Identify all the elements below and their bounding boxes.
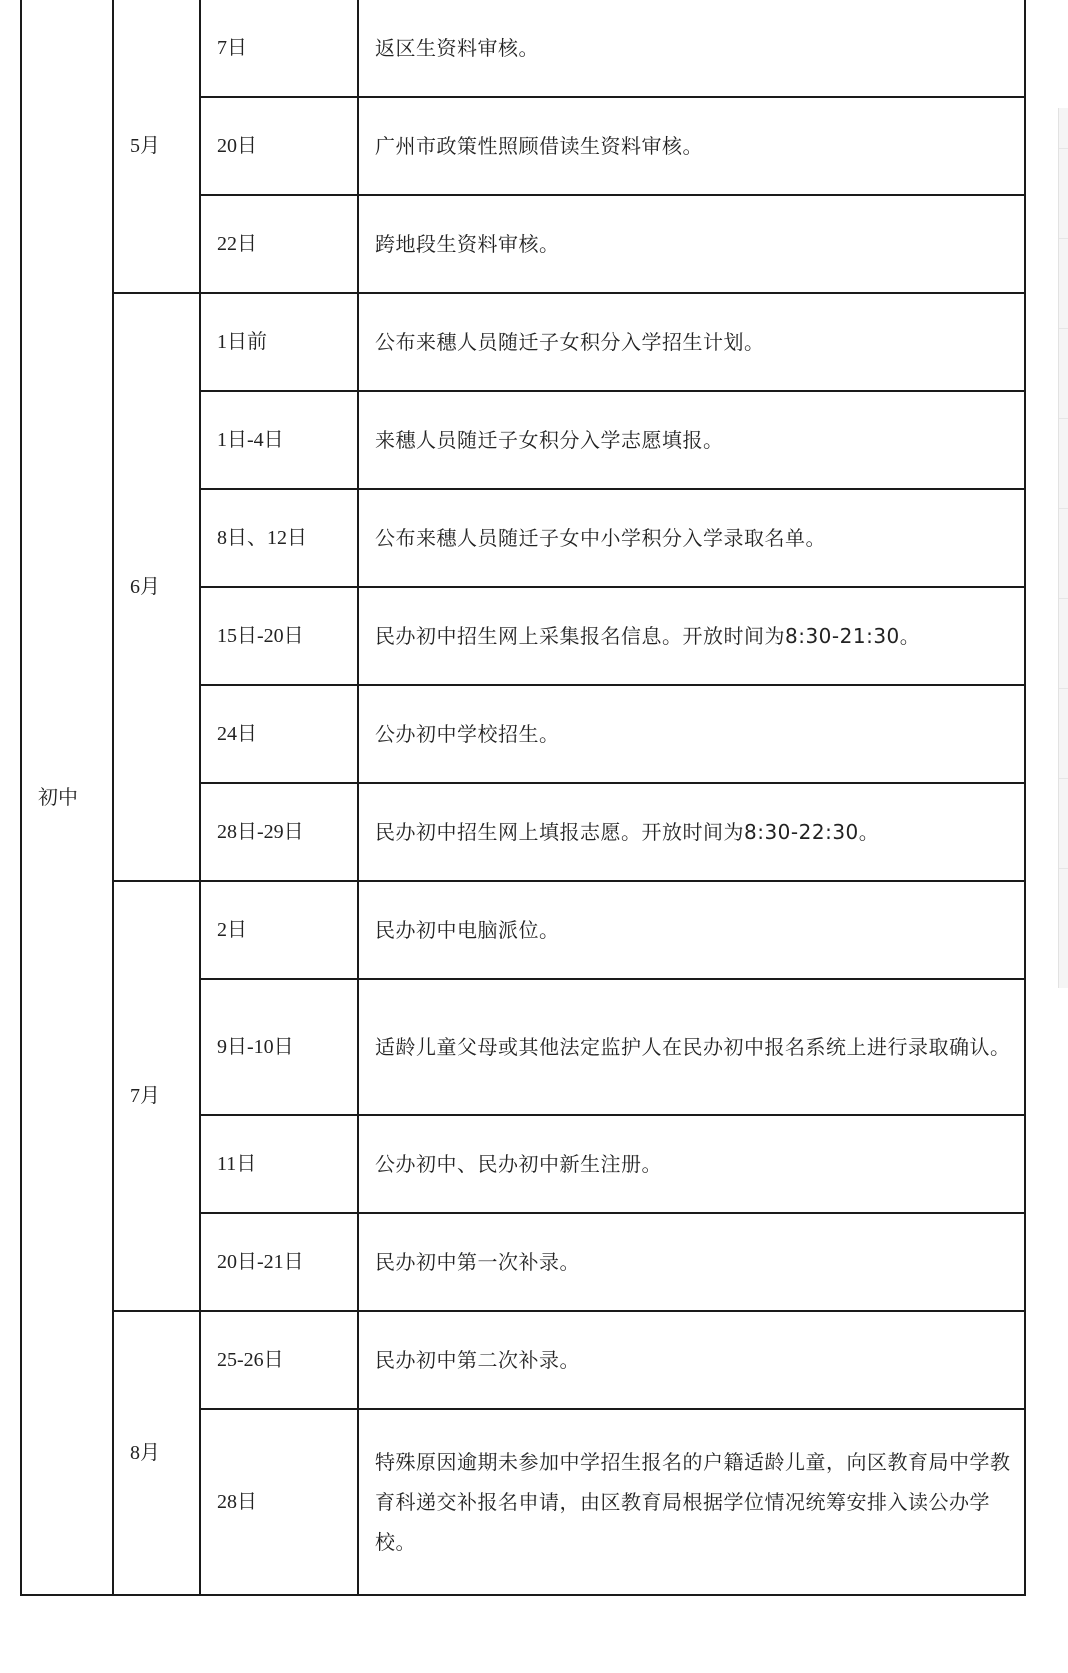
description-cell: 返区生资料审核。 (358, 0, 1025, 97)
description-cell: 特殊原因逾期未参加中学招生报名的户籍适龄儿童，向区教育局中学教育科递交补报名申请，由区教育局根据学位情况统筹安排入读公办学校。 (358, 1409, 1025, 1595)
table-row (21, 881, 1025, 979)
date-cell: 2日 (200, 881, 358, 979)
side-panel-edge (1058, 108, 1068, 988)
month-cell-august: 8月 (113, 1311, 200, 1595)
table-row (21, 0, 1025, 97)
date-cell: 22日 (200, 195, 358, 293)
description-cell: 民办初中招生网上填报志愿。开放时间为8:30-22:30。 (358, 783, 1025, 881)
date-cell: 7日 (200, 0, 358, 97)
date-cell: 9日-10日 (200, 979, 358, 1115)
description-cell: 民办初中第二次补录。 (358, 1311, 1025, 1409)
month-cell-may: 5月 (113, 0, 200, 293)
month-cell-july: 7月 (113, 881, 200, 1311)
description-cell: 公布来穗人员随迁子女中小学积分入学录取名单。 (358, 489, 1025, 587)
date-cell: 20日-21日 (200, 1213, 358, 1311)
date-cell: 15日-20日 (200, 587, 358, 685)
description-cell: 民办初中第一次补录。 (358, 1213, 1025, 1311)
description-cell: 公布来穗人员随迁子女积分入学招生计划。 (358, 293, 1025, 391)
date-cell: 1日-4日 (200, 391, 358, 489)
enrollment-schedule-table (20, 0, 1026, 1596)
description-cell: 民办初中电脑派位。 (358, 881, 1025, 979)
description-cell: 公办初中学校招生。 (358, 685, 1025, 783)
table-row (21, 293, 1025, 391)
description-cell: 民办初中招生网上采集报名信息。开放时间为8:30-21:30。 (358, 587, 1025, 685)
month-cell-june: 6月 (113, 293, 200, 881)
table-row (21, 1311, 1025, 1409)
date-cell: 8日、12日 (200, 489, 358, 587)
date-cell: 11日 (200, 1115, 358, 1213)
school-level-cell: 初中 (21, 0, 113, 1595)
description-cell: 公办初中、民办初中新生注册。 (358, 1115, 1025, 1213)
date-cell: 20日 (200, 97, 358, 195)
description-cell: 来穗人员随迁子女积分入学志愿填报。 (358, 391, 1025, 489)
date-cell: 1日前 (200, 293, 358, 391)
date-cell: 28日 (200, 1409, 358, 1595)
description-cell: 跨地段生资料审核。 (358, 195, 1025, 293)
description-cell: 适龄儿童父母或其他法定监护人在民办初中报名系统上进行录取确认。 (358, 979, 1025, 1115)
date-cell: 25-26日 (200, 1311, 358, 1409)
description-cell: 广州市政策性照顾借读生资料审核。 (358, 97, 1025, 195)
date-cell: 24日 (200, 685, 358, 783)
date-cell: 28日-29日 (200, 783, 358, 881)
